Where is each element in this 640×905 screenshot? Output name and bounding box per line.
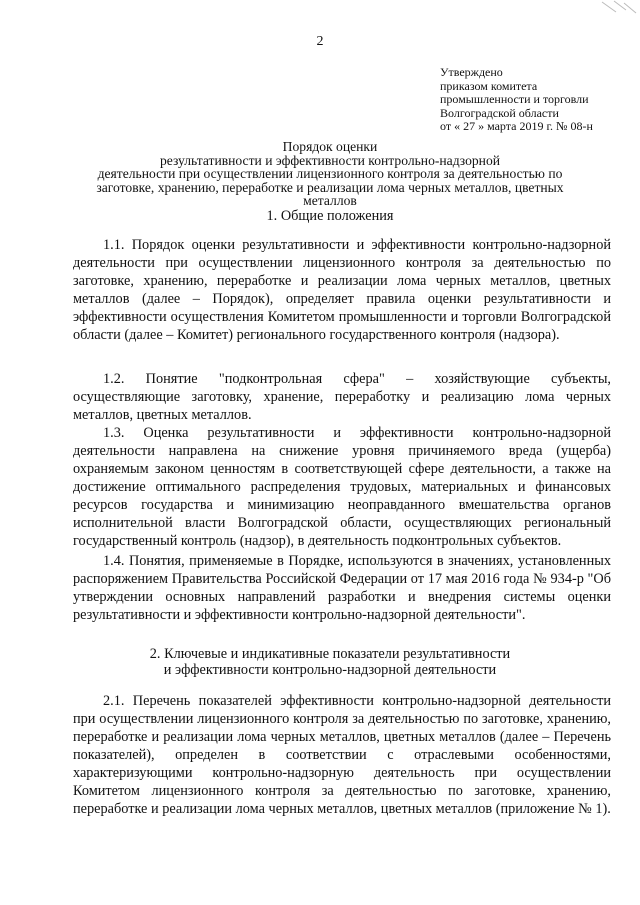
title-line: металлов xyxy=(303,193,357,209)
paragraph-1-2: 1.2. Понятие "подконтрольная сфера" – хозяйствующие субъекты, осуществляющие заготовку, хранение, переработку и реализацию лома черных металлов, цветных металлов. xyxy=(73,371,611,423)
scan-corner-marks xyxy=(596,0,640,18)
approval-line: промышленности и торговли xyxy=(440,92,589,106)
paragraph-2-1: 2.1. Перечень показателей эффективности контрольно-надзорной деятельности при осуществлении лицензионного контроля за деятельностью по заготовке, хранению, переработке и реализации лома черных металлов, цветных металлов (далее – Перечень показателей), определен в соответствии с отраслевыми особенностями, характеризующими контрольно-надзорную деятельность при осуществлении Комитетом лицензионного контроля за деятельностью по заготовке, хранению, переработке и реализации лома черных металлов, цветных металлов (приложение № 1). xyxy=(73,693,611,817)
page-number: 2 xyxy=(316,34,324,49)
section-2-line: и эффективности контрольно-надзорной деятельности xyxy=(163,662,497,678)
paragraph-1-4: 1.4. Понятия, применяемые в Порядке, используются в значениях, установленных распоряжением Правительства Российской Федерации от 17 мая 2016 года № 934-р "Об утверждении основных направлений разработки и внедрения системы оценки результативности и эффективности контрольно-надзорной деятельности". xyxy=(73,553,611,623)
title-line: заготовке, хранению, переработке и реализации лома черных металлов, цветных xyxy=(96,179,564,195)
paragraph-1-3: 1.3. Оценка результативности и эффективности контрольно-надзорной деятельности направлена на снижение уровня причиняемого вреда (ущерба) охраняемым законом ценностям в соответствующей сфере деятельности, а также на достижение оптимального распределения трудовых, материальных и финансовых ресурсов государства и минимизацию неоправданного вмешательства органов исполнительной власти Волгоградской области, осуществляющих региональный государственный контроль (надзор), в деятельность подконтрольных субъектов. xyxy=(73,425,611,549)
title-line: результативности и эффективности контрольно-надзорной xyxy=(159,152,501,168)
approval-stamp-text xyxy=(440,66,593,134)
approval-line: от « 27 » марта 2019 г. № 08-н xyxy=(440,119,593,133)
section-heading-1: 1. Общие положения xyxy=(266,207,394,224)
section-2-line: 2. Ключевые и индикативные показатели результативности xyxy=(149,646,511,662)
approval-line: Волгоградской области xyxy=(440,105,559,120)
document-title xyxy=(70,140,590,224)
approval-line: приказом комитета xyxy=(440,78,538,93)
title-line: деятельности при осуществлении лицензионного контроля за деятельностью по xyxy=(97,166,563,182)
section-heading-2 xyxy=(70,646,590,678)
paragraph-1-1: 1.1. Порядок оценки результативности и эффективности контрольно-надзорной деятельности при осуществлении лицензионного контроля за деятельностью по заготовке, хранению, переработке и реализации лома черных металлов, цветных металлов (далее – Порядок), определяет правила оценки результативности и эффективности осуществления Комитетом промышленности и торговли Волгоградской области (далее – Комитет) регионального государственного контроля (надзора). xyxy=(73,237,611,343)
approval-line: Утверждено xyxy=(440,65,503,79)
title-line: Порядок оценки xyxy=(282,139,378,154)
